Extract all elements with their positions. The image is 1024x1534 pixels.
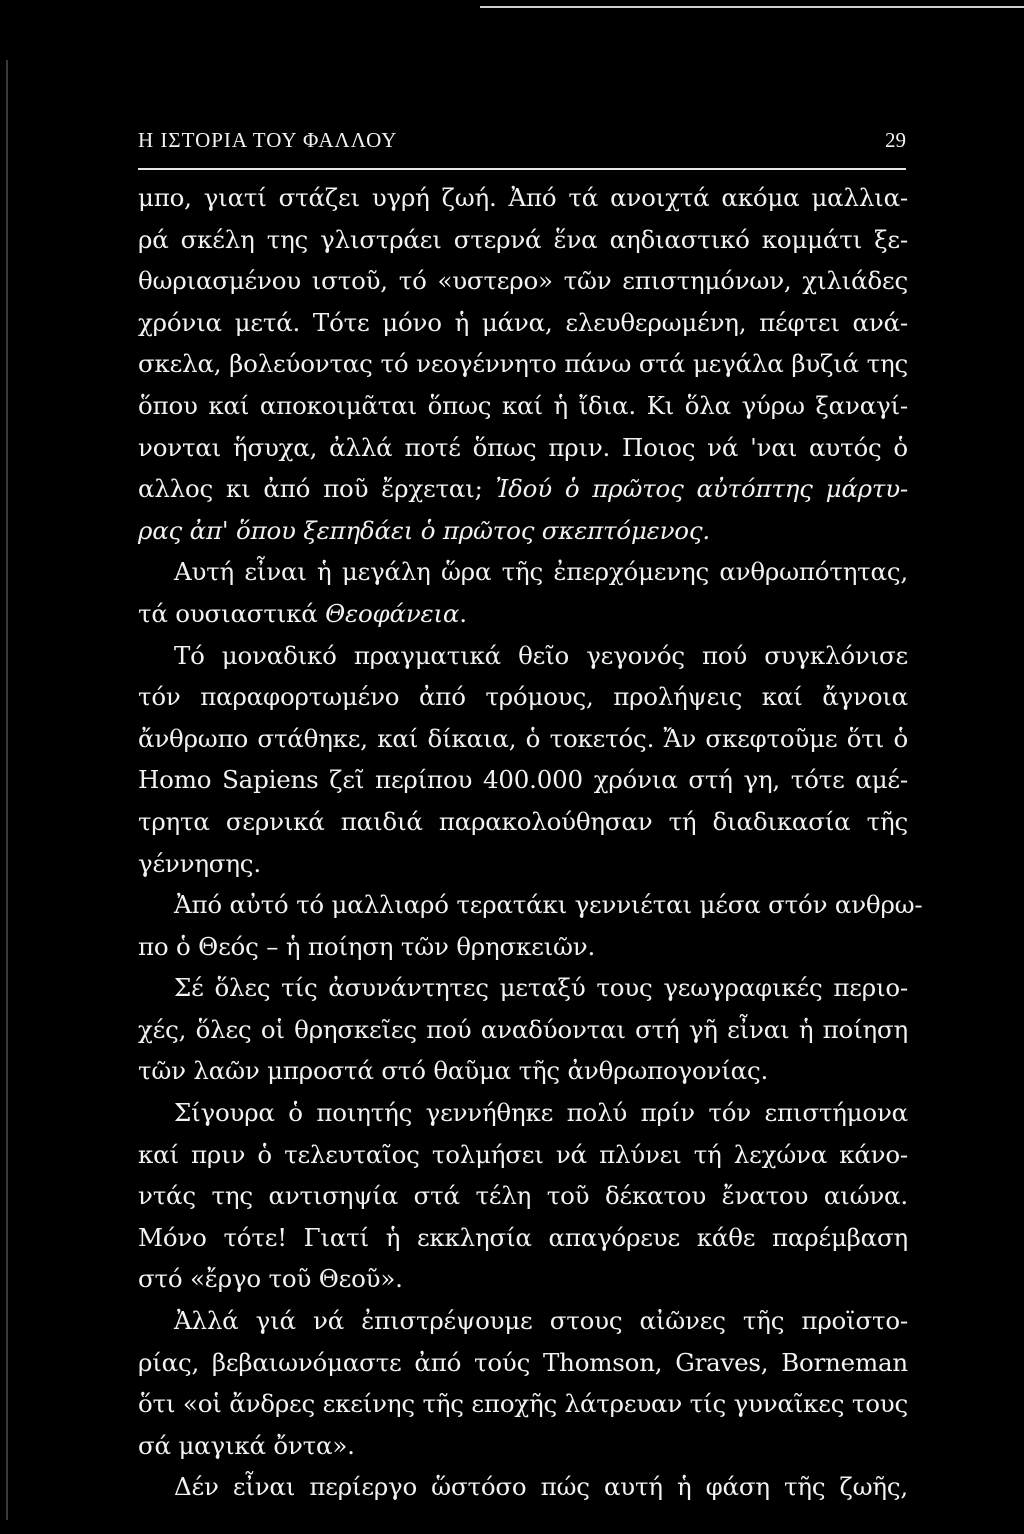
paragraph-5 — [138, 967, 908, 1092]
text-line: Αυτή εἶναι ἡ μεγάλη ὥρα τῆς ἐπερχόμενης ανθρωπότητας, — [174, 557, 908, 587]
text-line: πο ὁ Θεός – ἡ ποίηση τῶν θρησκειῶν. — [138, 931, 596, 961]
text-line — [138, 593, 908, 635]
paragraph-2 — [138, 551, 908, 634]
left-page-edge — [6, 60, 8, 1520]
paragraph-1 — [138, 177, 908, 551]
text-line: στό «ἔργο τοῦ Θεοῦ». — [138, 1264, 403, 1294]
text-line: Σέ ὅλες τίς ἀσυνάντητες μεταξύ τους γεωγραφικές περιο- — [174, 973, 908, 1003]
body-text — [138, 177, 923, 1508]
text-segment: αλλος κι ἀπό ποῦ ἔρχεται; — [138, 474, 496, 504]
text-line: Τό μοναδικό πραγματικά θεῖο γεγονός πού συγκλόνισε — [174, 640, 908, 670]
text-line: τρητα σερνικά παιδιά παρακολούθησαν τή διαδικασία τῆς — [138, 806, 908, 836]
paragraph-4 — [138, 884, 923, 967]
top-scan-rule — [480, 6, 1024, 8]
text-segment: τά ουσιαστικά — [138, 598, 326, 628]
paragraph-8 — [138, 1466, 908, 1508]
text-line: ντάς της αντισηψία στά τέλη τοῦ δέκατου ἔνατου αιώνα. — [138, 1181, 908, 1211]
text-line: χές, ὅλες οἱ θρησκεῖες πού αναδύονται στή γῆ εἶναι ἡ ποίηση — [138, 1014, 908, 1044]
text-line: νονται ἥσυχα, ἀλλά ποτέ ὅπως πριν. Ποιος νά 'ναι αυτός ὁ — [138, 432, 908, 462]
paragraph-3 — [138, 635, 908, 885]
text-line: Homo Sapiens ζεῖ περίπου 400.000 χρόνια στή γη, τότε αμέ- — [138, 765, 908, 795]
text-line: γέννησης. — [138, 848, 261, 878]
text-line — [138, 510, 908, 552]
text-line: καί πριν ὁ τελευταῖος τολμήσει νά πλύνει τή λεχώνα κάνο- — [138, 1139, 908, 1169]
page-header — [138, 128, 906, 170]
text-line: τόν παραφορτωμένο ἀπό τρόμους, προλήψεις καί ἄγνοια — [138, 682, 908, 712]
text-line: Σίγουρα ὁ ποιητής γεννήθηκε πολύ πρίν τόν επιστήμονα — [174, 1098, 908, 1128]
italic-quote: ρας ἀπ' ὅπου ξεπηδάει ὁ πρῶτος σκεπτόμενος. — [138, 515, 710, 545]
text-line: ρά σκέλη της γλιστράει στερνά ἕνα αηδιαστικό κομμάτι ξε- — [138, 224, 908, 254]
text-line: Μόνο τότε! Γιατί ἡ εκκλησία απαγόρευε κάθε παρέμβαση — [138, 1222, 908, 1252]
text-line: τῶν λαῶν μπροστά στό θαῦμα τῆς ἀνθρωπογονίας. — [138, 1056, 769, 1086]
text-line: Ἀλλά γιά νά ἐπιστρέψουμε στους αἰῶνες τῆς προϊστο- — [174, 1306, 908, 1336]
text-line: ὅτι «οἱ ἄνδρες εκείνης τῆς εποχῆς λάτρευαν τίς γυναῖκες τους — [138, 1389, 908, 1419]
running-title: Η ΙΣΤΟΡΙΑ ΤΟΥ ΦΑΛΛΟΥ — [138, 128, 398, 152]
text-line: ἄνθρωπο στάθηκε, καί δίκαια, ὁ τοκετός. Ἄν σκεφτοῦμε ὅτι ὁ — [138, 723, 908, 753]
paragraph-7 — [138, 1300, 908, 1466]
page-number: 29 — [885, 128, 906, 152]
text-line: Ἀπό αὐτό τό μαλλιαρό τερατάκι γεννιέται μέσα στόν ανθρω- — [174, 890, 923, 920]
text-line: σκελα, βολεύοντας τό νεογέννητο πάνω στά μεγάλα βυζιά της — [138, 349, 908, 379]
paragraph-6 — [138, 1092, 908, 1300]
text-line: σά μαγικά ὄντα». — [138, 1430, 355, 1460]
italic-word: Θεοφάνεια — [325, 598, 460, 628]
text-line — [138, 468, 908, 510]
text-line: χρόνια μετά. Τότε μόνο ἡ μάνα, ελευθερωμένη, πέφτει ανά- — [138, 307, 908, 337]
text-segment: . — [459, 598, 467, 628]
text-line: ρίας, βεβαιωνόμαστε ἀπό τούς Thomson, Graves, Borneman — [138, 1347, 908, 1377]
text-line: μπο, γιατί στάζει υγρή ζωή. Ἀπό τά ανοιχτά ακόμα μαλλια- — [138, 183, 908, 212]
italic-quote: Ἰδού ὁ πρῶτος αὐτόπτης μάρτυ- — [495, 474, 909, 504]
text-line: θωριασμένου ιστοῦ, τό «υστερο» τῶν επιστημόνων, χιλιάδες — [138, 266, 908, 296]
text-line: Δέν εἶναι περίεργο ὥστόσο πώς αυτή ἡ φάση τῆς ζωῆς, — [174, 1472, 908, 1502]
text-line: ὅπου καί αποκοιμᾶται ὅπως καί ἡ ἴδια. Κι ὅλα γύρω ξαναγί- — [138, 390, 908, 420]
